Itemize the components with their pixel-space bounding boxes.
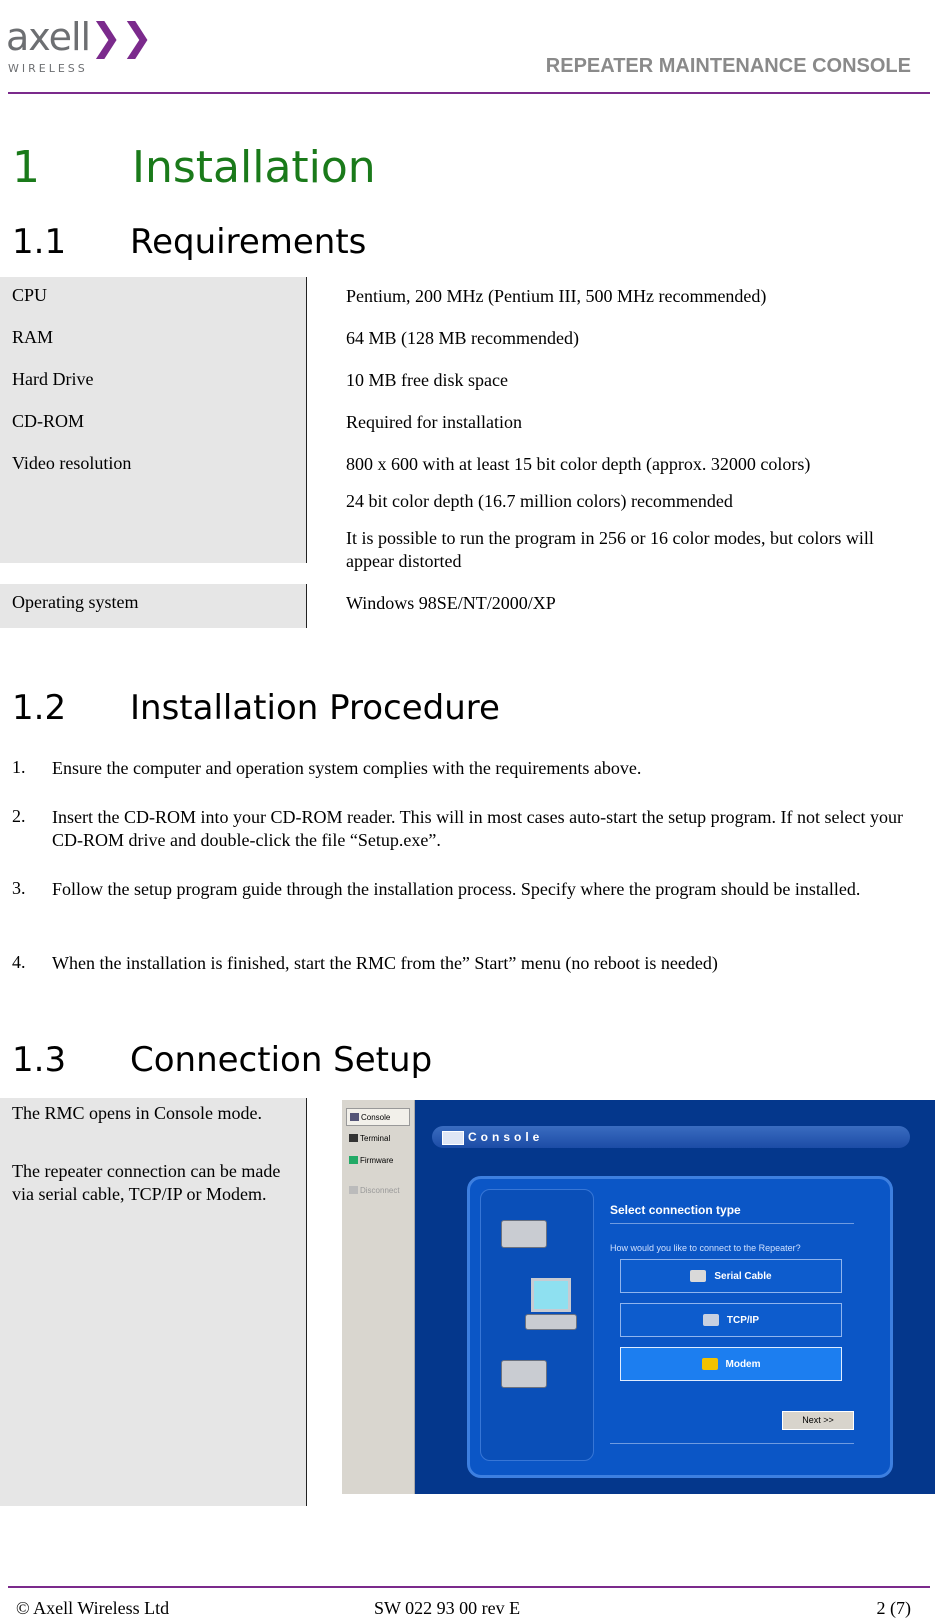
section-1-2-number: 1.2 [12, 688, 67, 728]
console-title: Console [468, 1130, 544, 1144]
row-label: Video resolution [12, 453, 132, 473]
section-1-3-number: 1.3 [12, 1040, 67, 1080]
console-screenshot [342, 1100, 935, 1494]
section-1-title: Installation [132, 142, 376, 193]
row-label: CPU [12, 285, 48, 305]
section-1-3-heading [12, 1040, 432, 1080]
footer-copyright: © Axell Wireless Ltd [16, 1598, 170, 1618]
serial-cable-option[interactable] [620, 1259, 842, 1293]
repeater-icon [501, 1220, 547, 1248]
table-row [0, 403, 935, 445]
console-title-bar [432, 1126, 910, 1148]
nav-label: Disconnect [360, 1186, 400, 1195]
nav-label: Console [361, 1113, 391, 1122]
row-value: Required for installation [346, 412, 522, 432]
section-1-2-title: Installation Procedure [130, 688, 500, 728]
row-value: It is possible to run the program in 256 or 16 color modes, but colors will appear distorted [346, 528, 874, 571]
row-value: 10 MB free disk space [346, 370, 508, 390]
network-icon [703, 1314, 719, 1326]
logo-subtitle: WIRELESS [8, 62, 88, 75]
row-value: 800 x 600 with at least 15 bit color depth (approx. 32000 colors) [346, 454, 811, 474]
nav-label: Terminal [360, 1134, 391, 1143]
section-1-heading [12, 142, 376, 193]
section-1-number: 1 [12, 142, 40, 193]
option-label: TCP/IP [726, 1315, 760, 1326]
logo-mark-icon: ❯❯ [90, 15, 152, 59]
nav-terminal[interactable] [346, 1130, 410, 1148]
nav-label: Firmware [360, 1156, 394, 1165]
row-label: Operating system [12, 592, 139, 612]
window-icon [442, 1131, 464, 1145]
step-number: 3. [12, 878, 26, 898]
step-number: 1. [12, 757, 26, 777]
step-text: When the installation is finished, start the RMC from the” Start” menu (no reboot is needed) [52, 953, 718, 973]
table-row [0, 361, 935, 403]
footer-rule [8, 1586, 930, 1588]
next-button[interactable]: Next >> [782, 1411, 854, 1430]
modem-option[interactable] [620, 1347, 842, 1381]
step-text: Follow the setup program guide through the installation process. Specify where the program should be installed. [52, 879, 861, 899]
connection-para-2: The repeater connection can be made via serial cable, TCP/IP or Modem. [12, 1161, 281, 1204]
cable-icon [690, 1270, 706, 1282]
logo [6, 15, 152, 59]
row-value: 64 MB (128 MB recommended) [346, 328, 579, 348]
section-1-1-heading [12, 222, 366, 262]
section-1-3-title: Connection Setup [130, 1040, 433, 1080]
row-label: RAM [12, 327, 54, 347]
nav-firmware[interactable] [346, 1152, 410, 1170]
connection-question: How would you like to connect to the Repeater? [610, 1243, 801, 1253]
terminal-icon [349, 1134, 358, 1142]
table-row [0, 445, 935, 571]
divider [610, 1443, 854, 1444]
firmware-icon [349, 1156, 358, 1164]
table-row [0, 277, 935, 319]
connection-para-1: The RMC opens in Console mode. [12, 1103, 262, 1123]
row-value: Pentium, 200 MHz (Pentium III, 500 MHz recommended) [346, 286, 767, 306]
row-label: Hard Drive [12, 369, 94, 389]
section-1-1-number: 1.1 [12, 222, 67, 262]
step-text: Ensure the computer and operation system complies with the requirements above. [52, 758, 642, 778]
option-label: Modem [725, 1359, 761, 1370]
row-label: CD-ROM [12, 411, 85, 431]
divider [610, 1223, 854, 1224]
footer-page-number: 2 (7) [876, 1598, 911, 1618]
connection-label-cell [0, 1098, 307, 1506]
option-label: Serial Cable [714, 1271, 772, 1282]
connection-type-heading: Select connection type [610, 1203, 741, 1217]
computer-icon [531, 1278, 571, 1312]
console-icon [350, 1113, 359, 1121]
table-row [0, 319, 935, 361]
nav-disconnect[interactable] [346, 1182, 410, 1200]
console-sidebar [342, 1100, 415, 1494]
connection-panel [467, 1176, 893, 1478]
header-rule [8, 92, 930, 94]
disconnect-icon [349, 1186, 358, 1194]
row-value: 24 bit color depth (16.7 million colors) recommended [346, 491, 733, 511]
tcpip-option[interactable] [620, 1303, 842, 1337]
footer-doc-number: SW 022 93 00 rev E [374, 1598, 521, 1618]
step-number: 4. [12, 952, 26, 972]
phone-icon [702, 1358, 718, 1370]
device-illustration [480, 1189, 594, 1461]
section-1-1-title: Requirements [130, 222, 367, 262]
section-1-2-heading [12, 688, 500, 728]
row-value: Windows 98SE/NT/2000/XP [346, 593, 556, 613]
table-row [0, 584, 935, 628]
header-title: REPEATER MAINTENANCE CONSOLE [545, 55, 911, 77]
step-number: 2. [12, 806, 26, 826]
nav-console[interactable] [346, 1108, 410, 1126]
computer-base-icon [525, 1314, 577, 1330]
step-text: Insert the CD-ROM into your CD-ROM reader. This will in most cases auto-start the setup program. If not select your CD-ROM drive and double-click the file “Setup.exe”. [52, 807, 904, 850]
logo-name: axell [6, 15, 91, 59]
modem-icon [501, 1360, 547, 1388]
